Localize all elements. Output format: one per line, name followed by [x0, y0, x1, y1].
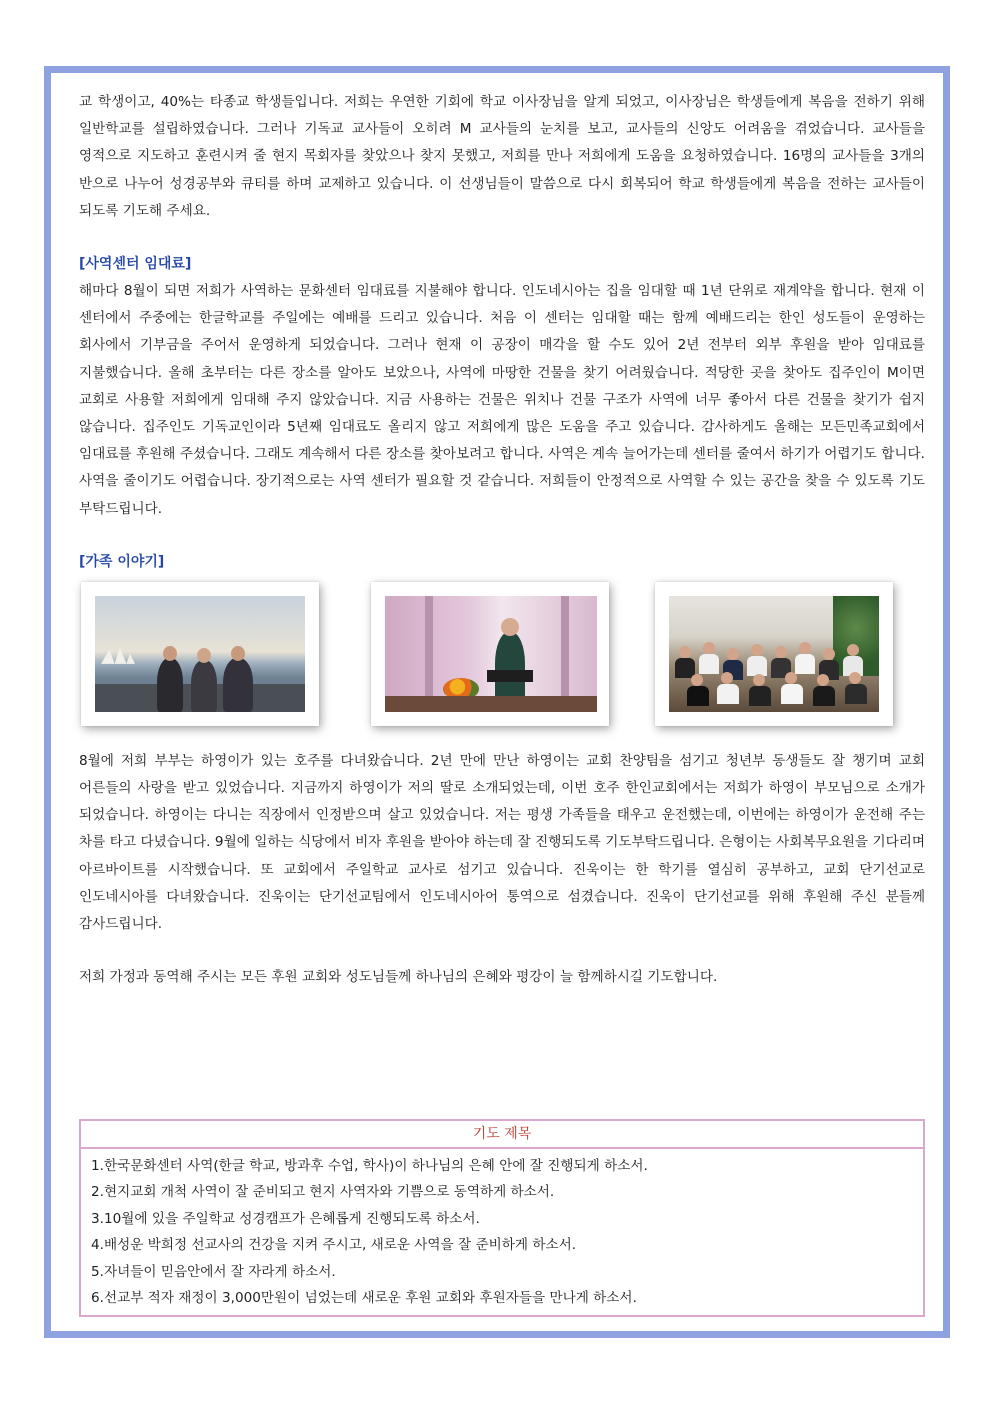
prayer-item: 3.10월에 있을 주일학교 성경캠프가 은혜롭게 진행되도록 하소서.	[91, 1210, 480, 1227]
prayer-item: 5.자녀들이 믿음안에서 잘 자라게 하소서.	[91, 1263, 336, 1280]
intro-paragraph: 교 학생이고, 40%는 타종교 학생들입니다. 저희는 우연한 기회에 학교 이사장님을 알게 되었고, 이사장님은 학생들에게 복음을 전하기 위해 일반학교를 설립하였습니다. 그러나 기독교 교사들이 오히려 M 교사들의 눈치를 보고, 교사들의 신앙도 어려움을 겪었습니다. 교사들을 영적으로 지도하고 훈련시켜 줄 현지 목회자를 찾았으나 찾지 못했고, 저희를 만나 저희에게 도움을 요청하였습니다. 16명의 교사들을 3개의 반으로 나누어 성경공부와 큐티를 하며 교제하고 있습니다. 이 선생님들이 말씀으로 다시 회복되어 학교 학생들에게 복음을 전하는 교사들이 되도록 기도해 주세요.	[79, 94, 925, 219]
photo-church-group	[655, 582, 893, 726]
prayer-title: 기도 제목	[81, 1121, 923, 1149]
harbor-photo-image	[95, 596, 305, 712]
prayer-item: 2.현지교회 개척 사역이 잘 준비되고 현지 사역자와 기쁨으로 동역하게 하소서.	[91, 1184, 555, 1201]
prayer-list	[81, 1149, 923, 1315]
rent-section-body: 해마다 8월이 되면 저희가 사역하는 문화센터 임대료를 지불해야 합니다. 인도네시아는 집을 임대할 때 1년 단위로 재계약을 합니다. 현재 이 센터에서 주중에는 한글학교를 주일에는 예배를 드리고 있습니다. 처음 이 센터는 임대할 때는 함께 예배드리는 한인 성도들이 운영하는 회사에서 기부금을 주어서 운영하게 되었습니다. 그러나 현재 이 공장이 매각을 할 수도 있어 2년 전부터 외부 후원을 받아 임대료를 지불했습니다. 올해 초부터는 다른 장소를 알아도 보았으나, 사역에 마땅한 건물을 찾기 어려웠습니다. 적당한 곳을 찾아도 집주인이 M이면 교회로 사용할 저희에게 임대해 주지 않았습니다. 지금 사용하는 건물은 위치나 건물 구조가 사역에 너무 좋아서 다른 건물을 찾기가 쉽지 않습니다. 집주인도 기독교인이라 5년째 임대료도 올리지 않고 저희에게 많은 도움을 주고 있습니다. 감사하게도 올해는 모든민족교회에서 임대료를 후원해 주셨습니다. 그래도 계속해서 다른 장소를 찾아보려고 합니다. 사역은 계속 늘어가는데 센터를 줄여서 하기가 어렵기도 합니다. 사역을 줄이기도 어렵습니다. 장기적으로는 사역 센터가 필요할 것 같습니다. 저희들이 안정적으로 사역할 수 있는 공간을 찾을 수 있도록 기도 부탁드립니다.	[79, 283, 925, 517]
family-section-body: 8월에 저희 부부는 하영이가 있는 호주를 다녀왔습니다. 2년 만에 만난 하영이는 교회 찬양팀을 섬기고 청년부 동생들도 잘 챙기며 교회 어른들의 사랑을 받고 있었습니다. 지금까지 하영이가 저의 딸로 소개되었는데, 이번 호주 한인교회에서는 저희가 하영이 부모님으로 소개가 되었습니다. 하영이는 다니는 직장에서 인정받으며 살고 있었습니다. 저는 평생 가족들을 태우고 운전했는데, 이번에는 하영이가 운전해 주는 차를 타고 다녔습니다. 9월에 일하는 식당에서 비자 후원을 받아야 하는데 잘 진행되도록 기도부탁드립니다. 은형이는 사회복무요원을 기다리며 아르바이트를 시작했습니다. 또 교회에서 주일학교 교사로 섬기고 있습니다. 진욱이는 한 학기를 열심히 공부하고, 교회 단기선교로 인도네시아를 다녀왔습니다. 진욱이는 단기선교팀에서 인도네시아어 통역으로 섬겼습니다. 진욱이 단기선교를 위해 후원해 주신 분들께 감사드립니다.	[79, 752, 925, 933]
rent-section-heading: [사역센터 임대료]	[79, 256, 192, 273]
closing-blessing: 저희 가정과 동역해 주시는 모든 후원 교회와 성도님들께 하나님의 은혜와 평강이 늘 함께하시길 기도합니다.	[79, 969, 718, 986]
page-frame	[44, 66, 950, 1338]
prayer-requests-box	[79, 1119, 925, 1317]
family-photos	[79, 582, 925, 734]
prayer-item: 4.배성운 박희정 선교사의 건강을 지켜 주시고, 새로운 사역을 잘 준비하게 하소서.	[91, 1237, 577, 1254]
family-section-heading: [가족 이야기]	[79, 553, 165, 570]
photo-daughter-singing	[371, 582, 609, 726]
prayer-item: 1.한국문화센터 사역(한글 학교, 방과후 수업, 학사)이 하나님의 은혜 안에 잘 진행되게 하소서.	[91, 1158, 648, 1174]
newsletter-body	[79, 89, 925, 1307]
photo-family-harbor	[81, 582, 319, 726]
group-photo-image	[669, 596, 879, 712]
sanctuary-photo-image	[385, 596, 597, 712]
prayer-item: 6.선교부 적자 재정이 3,000만원이 넘었는데 새로운 후원 교회와 후원자들을 만나게 하소서.	[91, 1290, 637, 1307]
